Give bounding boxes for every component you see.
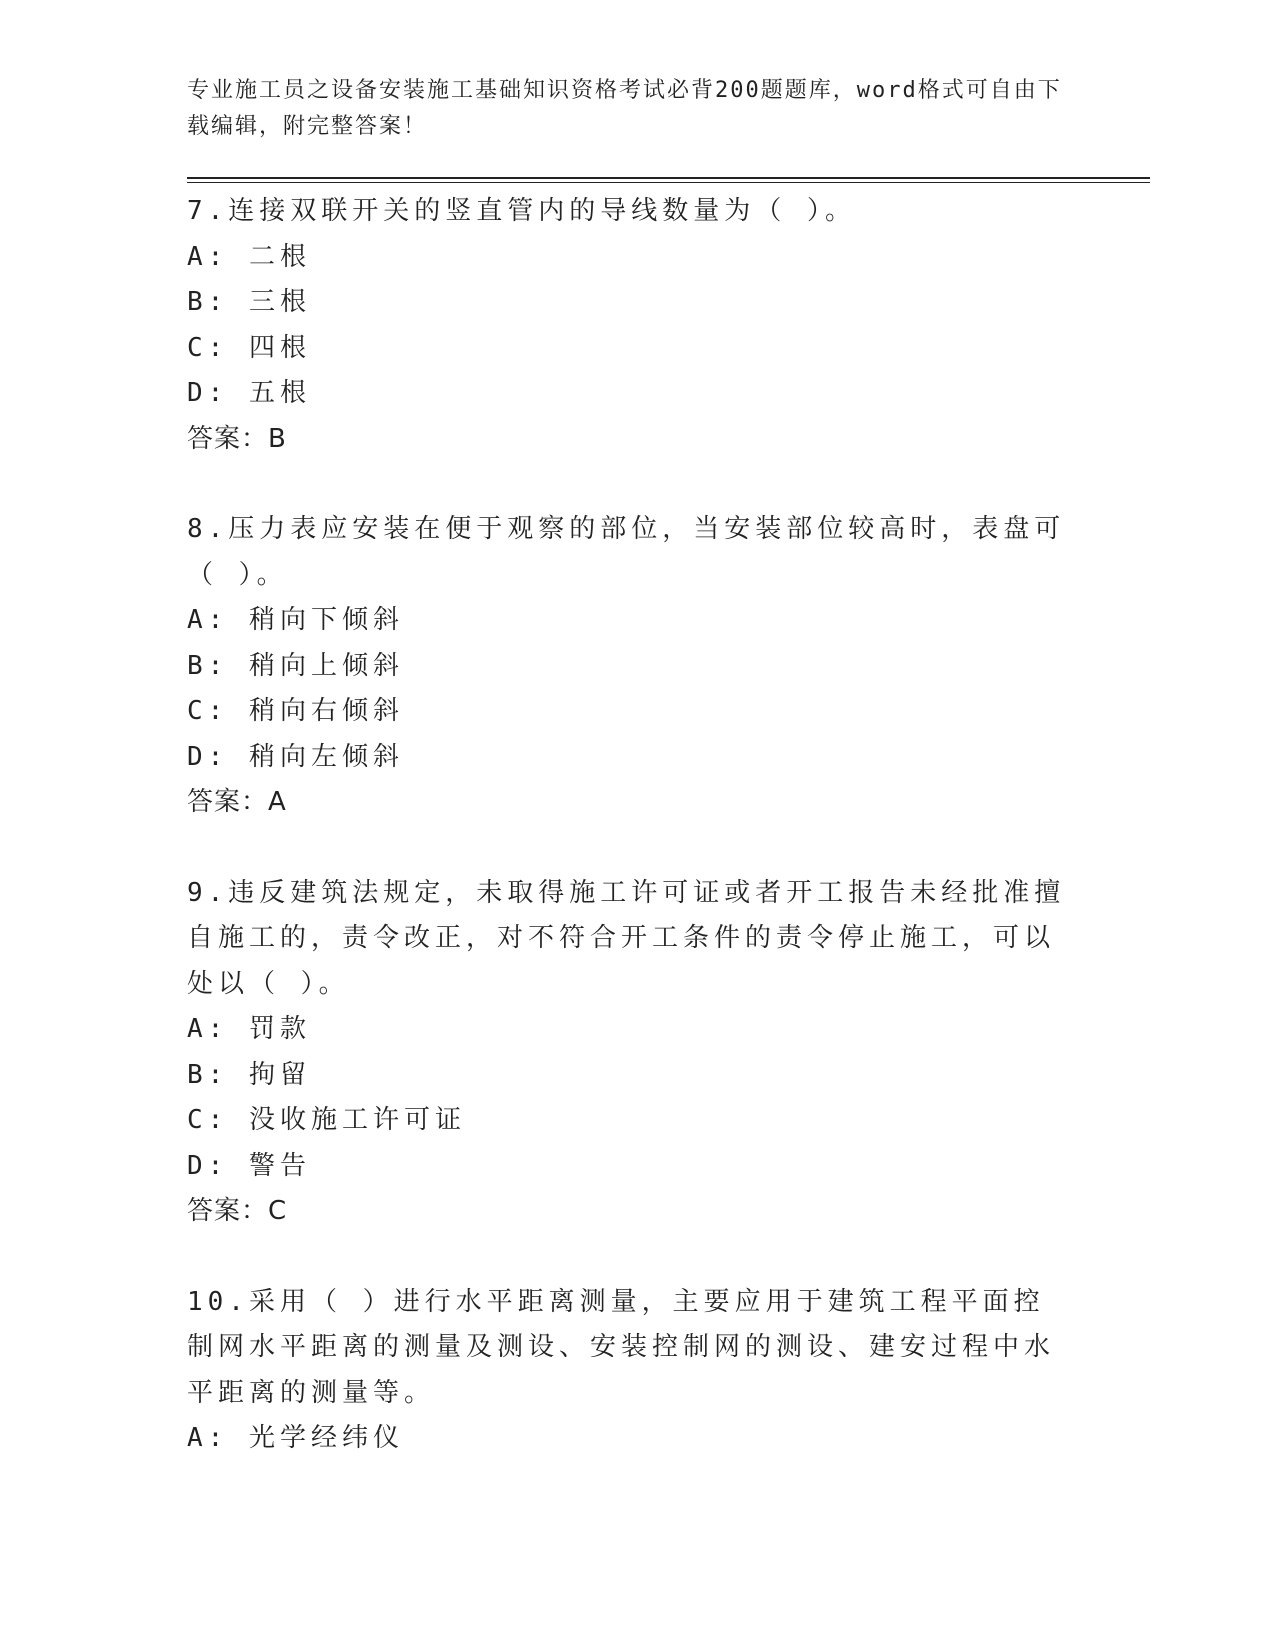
question-stem: 10.采用（ ）进行水平距离测量，主要应用于建筑工程平面控制网水平距离的测量及测设、安装控制网的测设、建安过程中水平距离的测量等。 (187, 1286, 1056, 1408)
question-10 (187, 1280, 1067, 1462)
option-a: A: 罚款 (187, 1014, 311, 1044)
option-b: B: 三根 (187, 287, 311, 317)
question-7 (187, 189, 1067, 462)
question-stem: 8.压力表应安装在便于观察的部位，当安装部位较高时，表盘可（ ）。 (187, 514, 1066, 590)
option-d: D: 稍向左倾斜 (187, 741, 404, 772)
header-divider-thick (187, 177, 1150, 179)
answer-line: 答案：C (187, 1196, 288, 1226)
option-d: D: 五根 (187, 378, 311, 408)
question-stem: 7.连接双联开关的竖直管内的导线数量为（ ）。 (187, 196, 856, 226)
option-a: A: 二根 (187, 241, 311, 272)
option-c: C: 四根 (187, 332, 311, 363)
option-b: B: 稍向上倾斜 (187, 650, 404, 681)
answer-line: 答案：B (187, 423, 287, 454)
question-9 (187, 871, 1067, 1235)
question-8 (187, 507, 1067, 826)
question-stem: 9.违反建筑法规定，未取得施工许可证或者开工报告未经批准擅自施工的，责令改正，对不符合开工条件的责令停止施工，可以处以（ ）。 (187, 877, 1066, 999)
header-divider-thin (187, 182, 1150, 183)
document-header: 专业施工员之设备安装施工基础知识资格考试必背200题题库，word格式可自由下载编辑，附完整答案！ (187, 78, 1062, 139)
option-c: C: 稍向右倾斜 (187, 696, 404, 726)
option-b: B: 拘留 (187, 1059, 311, 1090)
option-a: A: 光学经纬仪 (187, 1423, 404, 1453)
option-c: C: 没收施工许可证 (187, 1105, 466, 1135)
question-list (187, 189, 1067, 1507)
answer-line: 答案：A (187, 787, 287, 817)
option-a: A: 稍向下倾斜 (187, 605, 404, 635)
option-d: D: 警告 (187, 1150, 311, 1181)
